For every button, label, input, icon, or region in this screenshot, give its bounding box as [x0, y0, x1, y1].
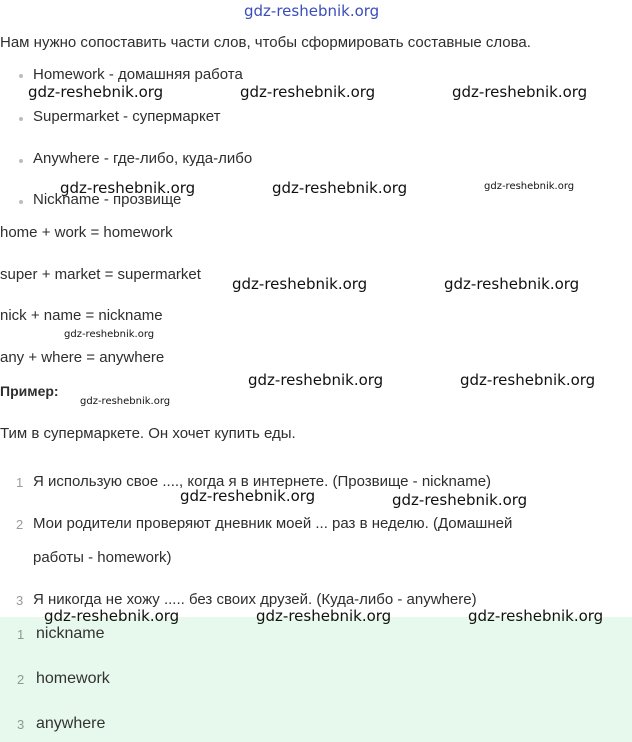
watermark: gdz-reshebnik.org	[452, 83, 588, 101]
watermark: gdz-reshebnik.org	[80, 396, 171, 407]
watermark: gdz-reshebnik.org	[468, 607, 604, 625]
watermark: gdz-reshebnik.org	[28, 83, 164, 101]
exercise-text: Я использую свое ...., когда я в интернете. (Прозвище - nickname)	[33, 473, 492, 490]
example-label: Пример:	[0, 383, 59, 399]
answer-text: nickname	[36, 625, 105, 642]
watermark: gdz-reshebnik.org	[44, 607, 180, 625]
answer-text: anywhere	[36, 715, 106, 732]
watermark: gdz-reshebnik.org	[272, 179, 408, 197]
equation: super + market = supermarket	[0, 266, 201, 283]
list-item: Homework - домашняя работа	[33, 66, 243, 83]
watermark: gdz-reshebnik.org	[232, 275, 368, 293]
watermark: gdz-reshebnik.org	[240, 83, 376, 101]
watermark: gdz-reshebnik.org	[180, 487, 316, 505]
bullet-icon	[19, 159, 23, 163]
exercise-number: 1	[16, 475, 24, 490]
exercise-text-continued: работы - homework)	[33, 549, 172, 566]
list-item: Supermarket - супермаркет	[33, 108, 221, 125]
watermark: gdz-reshebnik.org	[484, 181, 575, 192]
watermark: gdz-reshebnik.org	[444, 275, 580, 293]
answer-number: 1	[17, 627, 25, 642]
watermark: gdz-reshebnik.org	[60, 179, 196, 197]
watermark: gdz-reshebnik.org	[392, 491, 528, 509]
watermark: gdz-reshebnik.org	[64, 329, 155, 340]
equation: home + work = homework	[0, 224, 173, 241]
list-item: Anywhere - где-либо, куда-либо	[33, 150, 253, 167]
exercise-number: 3	[16, 593, 24, 608]
answers-panel	[0, 617, 632, 742]
answer-number: 3	[17, 717, 25, 732]
bullet-icon	[19, 200, 23, 204]
answer-text: homework	[36, 670, 110, 687]
exercise-number: 2	[16, 517, 24, 532]
exercise-text: Я никогда не хожу ..... без своих друзей. (Куда-либо - anywhere)	[33, 591, 477, 608]
watermark: gdz-reshebnik.org	[248, 371, 384, 389]
equation: nick + name = nickname	[0, 307, 163, 324]
watermark: gdz-reshebnik.org	[460, 371, 596, 389]
bullet-icon	[19, 74, 23, 78]
exercise-text: Мои родители проверяют дневник моей ... раз в неделю. (Домашней	[33, 515, 513, 532]
intro-text: Нам нужно сопоставить части слов, чтобы сформировать составные слова.	[0, 34, 531, 51]
watermark: gdz-reshebnik.org	[256, 607, 392, 625]
list-item: Nickname - прозвище	[33, 191, 182, 208]
bullet-icon	[19, 117, 23, 121]
site-watermark-header: gdz-reshebnik.org	[244, 2, 380, 20]
equation: any + where = anywhere	[0, 349, 165, 366]
example-sentence: Тим в супермаркете. Он хочет купить еды.	[0, 425, 296, 442]
answer-number: 2	[17, 672, 25, 687]
